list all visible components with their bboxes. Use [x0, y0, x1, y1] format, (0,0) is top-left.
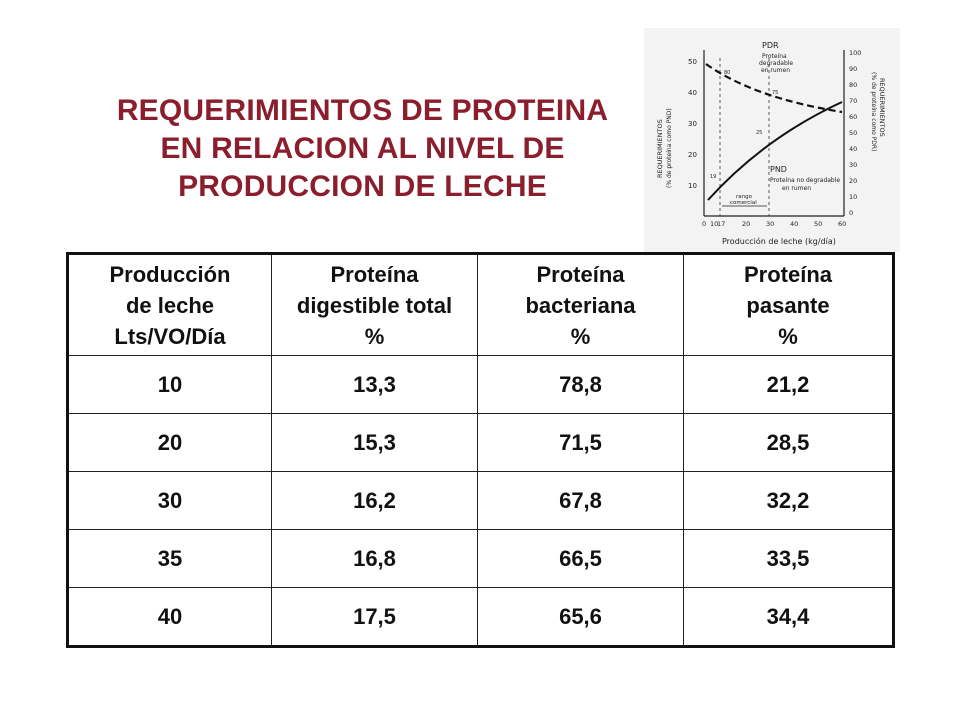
table-cell: 40 — [68, 588, 272, 647]
x-tick: 40 — [790, 220, 799, 228]
right-tick: 80 — [849, 81, 858, 89]
left-tick: 20 — [688, 151, 697, 159]
table-cell: 34,4 — [684, 588, 894, 647]
page-title — [100, 92, 625, 206]
table-cell: 35 — [68, 530, 272, 588]
table-row — [68, 356, 894, 414]
pnd-curve — [708, 102, 842, 200]
table-header-row — [68, 254, 894, 356]
x-tick: 20 — [742, 220, 751, 228]
header-bypass-protein: Proteína pasante % — [684, 254, 894, 356]
x-tick: 0 — [702, 220, 707, 228]
right-axis-title-1: REQUERIMIENTOS — [878, 78, 886, 137]
table-cell: 30 — [68, 472, 272, 530]
x-tick: 30 — [766, 220, 775, 228]
x-tick: 17 — [717, 220, 726, 228]
table-cell: 78,8 — [478, 356, 684, 414]
figure-graph — [644, 28, 900, 252]
pdr-caption-3: en rumen — [761, 67, 791, 74]
right-tick: 90 — [849, 65, 858, 73]
table-cell: 16,2 — [272, 472, 478, 530]
table-cell: 16,8 — [272, 530, 478, 588]
table-cell: 15,3 — [272, 414, 478, 472]
table-cell: 67,8 — [478, 472, 684, 530]
title-line-1: REQUERIMIENTOS DE PROTEINA — [116, 94, 609, 127]
table-cell: 71,5 — [478, 414, 684, 472]
x-tick: 60 — [838, 220, 847, 228]
table-cell: 21,2 — [684, 356, 894, 414]
range-caption-2: comercial — [730, 200, 757, 206]
pdr-caption-1: Proteína — [762, 53, 787, 60]
table-cell: 65,6 — [478, 588, 684, 647]
right-tick: 30 — [849, 161, 858, 169]
table-cell: 17,5 — [272, 588, 478, 647]
annotation-25: 25 — [756, 130, 763, 136]
right-tick: 10 — [849, 193, 858, 201]
right-tick: 70 — [849, 97, 858, 105]
right-tick: 50 — [849, 129, 858, 137]
pdr-label: PDR — [762, 41, 779, 50]
header-bacterial-protein: Proteína bacteriana % — [478, 254, 684, 356]
right-tick: 0 — [849, 209, 854, 217]
x-tick: 50 — [814, 220, 823, 228]
table-cell: 13,3 — [272, 356, 478, 414]
title-line-3: PRODUCCION DE LECHE — [178, 170, 547, 203]
table-row — [68, 530, 894, 588]
annotation-75: 75 — [772, 90, 779, 96]
annotation-19: 19 — [710, 174, 717, 180]
right-tick: 40 — [849, 145, 858, 153]
table-cell: 10 — [68, 356, 272, 414]
pdr-caption-2: degradable — [759, 60, 794, 67]
left-tick: 40 — [688, 89, 697, 97]
left-axis-title-1: REQUERIMIENTOS — [656, 119, 664, 178]
right-tick: 60 — [849, 113, 858, 121]
title-line-2: EN RELACION AL NIVEL DE — [160, 132, 565, 165]
left-tick: 50 — [688, 58, 697, 66]
pnd-caption-2: en rumen — [782, 185, 812, 192]
pnd-caption-1: Proteína no degradable — [770, 177, 841, 184]
left-tick: 30 — [688, 120, 697, 128]
table-cell: 32,2 — [684, 472, 894, 530]
right-axis-title-2: (% de proteína como PDR) — [870, 72, 877, 152]
x-axis-title: Producción de leche (kg/día) — [722, 237, 836, 246]
table-cell: 28,5 — [684, 414, 894, 472]
left-axis-title-2: (% de proteína como PND) — [666, 108, 673, 188]
table-row — [68, 588, 894, 647]
table-row — [68, 472, 894, 530]
pnd-label: PND — [770, 165, 787, 174]
header-milk-production: Producción de leche Lts/VO/Día — [68, 254, 272, 356]
right-tick: 20 — [849, 177, 858, 185]
range-caption-1: rango — [736, 194, 752, 200]
table-cell: 66,5 — [478, 530, 684, 588]
protein-requirement-figure — [644, 28, 900, 252]
annotation-80: 80 — [724, 70, 731, 76]
header-total-digestible-protein: Proteína digestible total % — [272, 254, 478, 356]
table-row — [68, 414, 894, 472]
protein-table — [66, 252, 895, 648]
table-cell: 33,5 — [684, 530, 894, 588]
x-tick: 10 — [710, 220, 719, 228]
table-cell: 20 — [68, 414, 272, 472]
left-tick: 10 — [688, 182, 697, 190]
right-tick: 100 — [849, 49, 862, 57]
